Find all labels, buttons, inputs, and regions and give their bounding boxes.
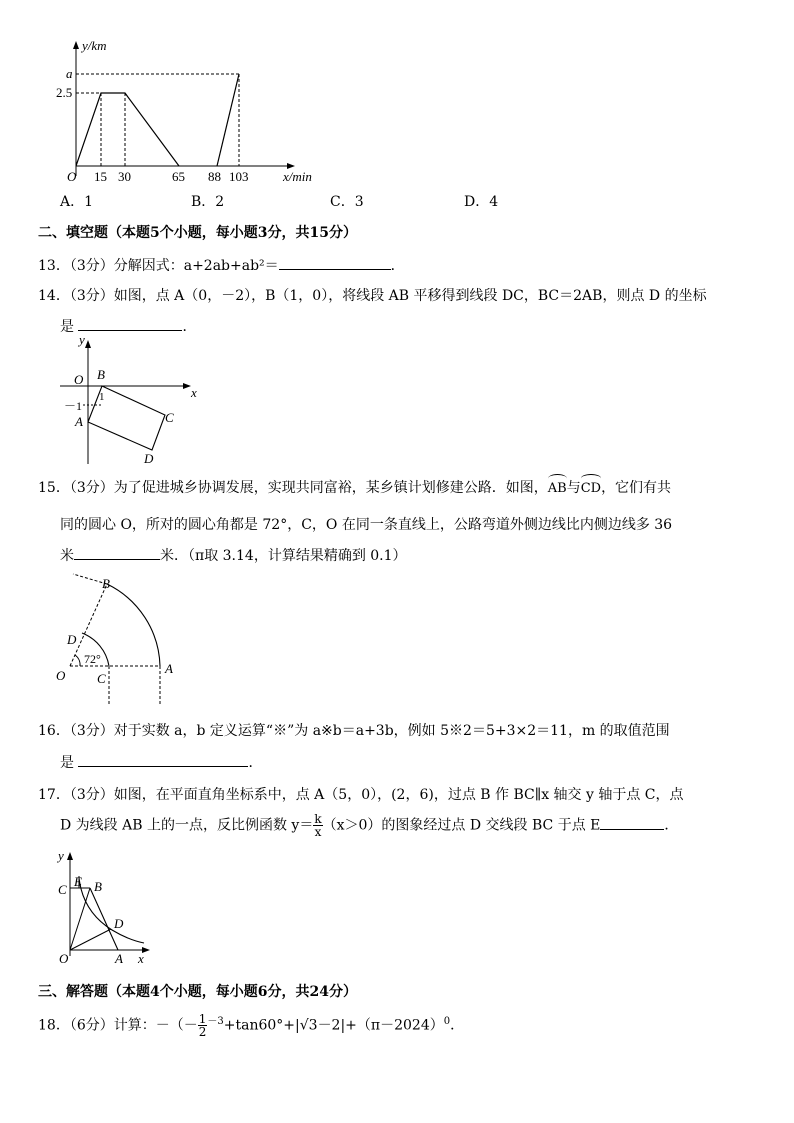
q14-label-o: O <box>74 372 84 387</box>
q17-label-e: E <box>74 874 82 889</box>
q17-figure <box>52 846 162 968</box>
q17-line-2 <box>60 813 678 838</box>
q15-arc-ab-text: AB <box>547 481 567 496</box>
q15-line-1-b: ，它们有共 <box>601 480 672 496</box>
q15-angle-mark <box>75 655 80 666</box>
q12-option-b[interactable]: B．2 <box>191 194 225 210</box>
q15-label-angle: 72° <box>84 652 101 666</box>
q14-label-c: C <box>165 410 174 425</box>
q13-text: 13．（3分）分解因式：a+2ab+ab²＝ <box>38 258 279 274</box>
q17-line-2-b: （x＞0）的图象经过点 D 交线段 BC 于点 E <box>322 817 601 834</box>
q12-path-1 <box>76 93 179 166</box>
q15-line-3 <box>60 545 407 565</box>
q12-path-2 <box>217 74 239 166</box>
q12-origin: O <box>67 169 77 184</box>
q14-label-b: B <box>97 367 105 382</box>
q15-label-o: O <box>56 668 66 683</box>
q14-label-a: A <box>75 414 83 429</box>
q15-line-1-a: 15．（3分）为了促进城乡协调发展，实现共同富裕，某乡镇计划修建公路．如图， <box>38 480 548 496</box>
q14-label-neg1: －1 <box>64 399 83 413</box>
q14-label-y: y <box>79 332 85 347</box>
q17-fraction <box>313 813 322 838</box>
q15-line-1 <box>38 477 671 497</box>
q12-tick-103: 103 <box>229 169 249 184</box>
q12-tick-25: 2.5 <box>56 85 73 100</box>
q17-line-2-a: D 为线段 AB 上的一点，反比例函数 y＝ <box>60 817 314 834</box>
q12-y-arrow <box>73 41 79 49</box>
question-18 <box>38 1012 464 1038</box>
q15-label-c: C <box>97 671 106 686</box>
q15-answer-blank[interactable] <box>74 545 160 560</box>
q17-end: ． <box>664 817 679 834</box>
q18-exponent-2: 0 <box>443 1016 451 1027</box>
q12-option-c[interactable]: C．3 <box>330 194 364 210</box>
q13-end: ． <box>390 258 405 274</box>
q17-label-x: x <box>138 951 144 966</box>
q17-label-a: A <box>115 951 123 966</box>
q13-answer-blank[interactable] <box>279 255 391 270</box>
q18-frac-den: 2 <box>198 1025 207 1040</box>
q14-end: ． <box>182 319 197 335</box>
q12-tick-65: 65 <box>172 169 185 184</box>
q12-tick-a: a <box>66 66 73 81</box>
q18-exponent: －3 <box>207 1016 224 1027</box>
q17-answer-blank[interactable] <box>600 815 664 830</box>
q12-tick-15: 15 <box>94 169 107 184</box>
q15-arc-cd-text: CD <box>580 481 602 496</box>
q15-line-1-mid: 与 <box>566 480 581 496</box>
q12-graph <box>55 38 312 188</box>
q17-label-y: y <box>58 848 64 863</box>
q18-prefix: 18．（6分）计算：－（－ <box>38 1017 198 1034</box>
q15-figure <box>52 570 192 710</box>
q15-arc-ab-shape <box>107 584 160 666</box>
q18-sqrt: √3 <box>299 1017 318 1034</box>
q18-fraction <box>198 1013 208 1038</box>
q15-label-d: D <box>67 632 77 647</box>
q16-line-1: 16．（3分）对于实数 a，b 定义运算“※”为 a※b＝a+3b，例如 5※2＝5+3×2＝11，m 的取值范围 <box>38 723 670 739</box>
q15-line-3-b: 米．（π取 3.14，计算结果精确到 0.1） <box>160 548 407 564</box>
q17-frac-num: k <box>314 812 322 826</box>
q12-option-a[interactable]: A．1 <box>60 194 94 210</box>
q15-label-b: B <box>102 576 110 591</box>
q12-y-label: y/km <box>82 38 107 53</box>
q14-answer-blank[interactable] <box>78 316 182 331</box>
q14-figure <box>55 332 205 468</box>
q17-segment-ob <box>70 888 90 950</box>
q15-arc-ab <box>548 478 567 496</box>
q18-end: ． <box>450 1017 465 1034</box>
q16-answer-blank[interactable] <box>78 752 248 767</box>
q18-frac-num: 1 <box>198 1012 207 1027</box>
q15-label-a: A <box>165 661 173 676</box>
q14-label-d: D <box>144 451 154 466</box>
q17-line-1: 17．（3分）如图，在平面直角坐标系中，点 A（5，0），(2，6)，过点 B 作 BC∥x 轴交 y 轴于点 C，点 <box>38 787 684 803</box>
q12-tick-30: 30 <box>118 169 131 184</box>
q15-line-2: 同的圆心 O，所对的圆心角都是 72°，C，O 在同一条直线上，公路弯道外侧边线比内侧边线多 36 <box>60 517 673 533</box>
q18-rest-2: －2|+（π－2024） <box>317 1017 444 1034</box>
q14-y-arrow <box>85 340 91 348</box>
q15-line-3-a: 米 <box>60 548 74 564</box>
q14-x-arrow <box>183 383 191 389</box>
q14-line-2-text: 是 <box>60 319 74 335</box>
q12-option-d[interactable]: D．4 <box>464 194 499 210</box>
q14-line-1: 14．（3分）如图，点 A（0，－2），B（1，0），将线段 AB 平移得到线段 DC，BC＝2AB，则点 D 的坐标 <box>38 288 707 304</box>
q17-label-o: O <box>59 951 69 966</box>
q14-label-x: x <box>191 385 197 400</box>
q16-end: ． <box>248 755 263 771</box>
question-13 <box>38 255 405 275</box>
q17-frac-den: x <box>314 825 322 839</box>
q16-line-2-text: 是 <box>60 755 74 771</box>
q17-label-d: D <box>114 916 124 931</box>
section-2-heading: 二、填空题（本题5个小题，每小题3分，共15分） <box>38 225 357 241</box>
q17-label-b: B <box>94 879 102 894</box>
q16-line-2 <box>60 752 262 772</box>
q14-label-1: 1 <box>99 391 105 403</box>
section-3-heading: 三、解答题（本题4个小题，每小题6分，共24分） <box>38 984 357 1000</box>
q17-label-c: C <box>58 882 67 897</box>
q18-rest-1: +tan60°+| <box>223 1017 300 1034</box>
q15-arc-cd <box>581 478 601 496</box>
q17-y-arrow <box>67 852 73 860</box>
q12-tick-88: 88 <box>208 169 221 184</box>
q12-x-label: x/min <box>283 169 312 184</box>
